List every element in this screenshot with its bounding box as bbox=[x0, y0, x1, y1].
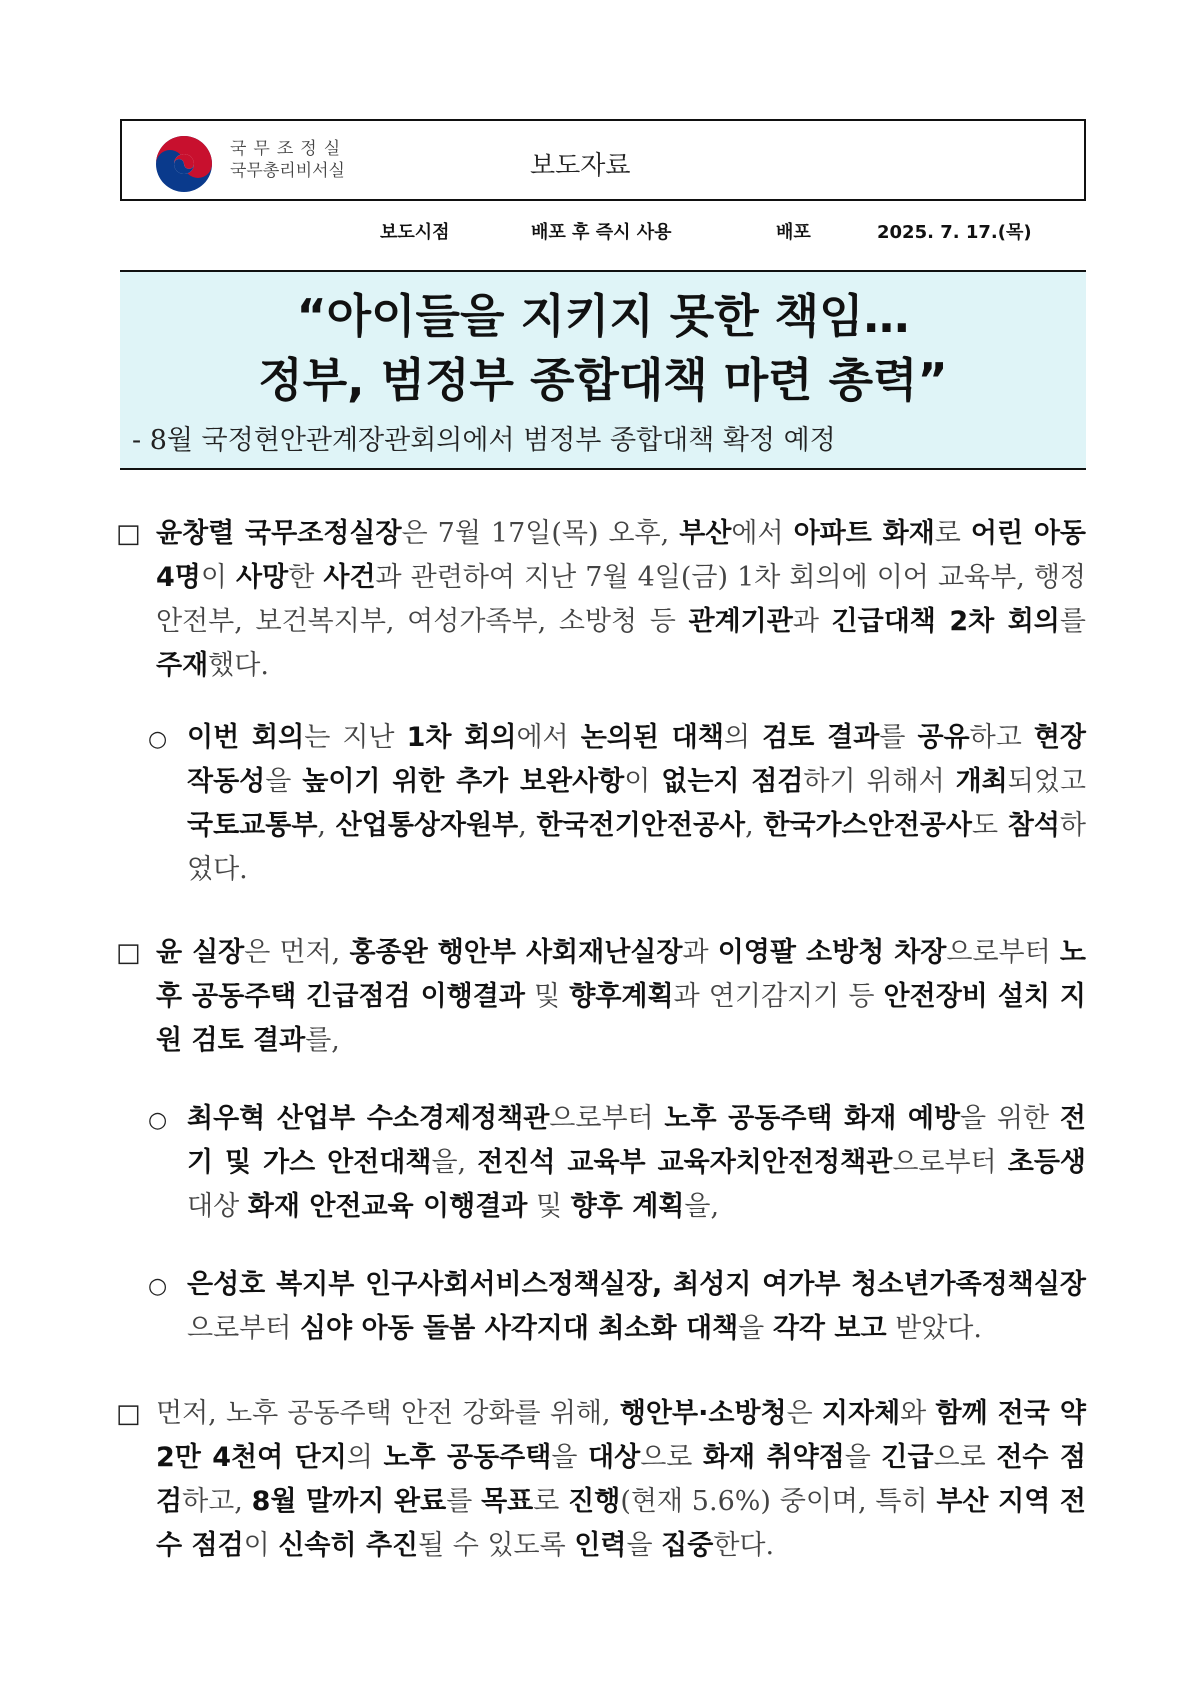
text-run: , bbox=[518, 810, 537, 841]
text-run: 의 bbox=[723, 722, 763, 753]
text-run: 에서 bbox=[516, 722, 581, 753]
text-run: 을 bbox=[738, 1313, 773, 1344]
org-name bbox=[230, 138, 347, 182]
bold-run: 아파트 화재 bbox=[793, 518, 935, 549]
bold-run: 긴급대책 2차 회의 bbox=[831, 606, 1060, 637]
bold-run: 화재 취약점 bbox=[702, 1442, 845, 1473]
square-bullet-icon: □ bbox=[116, 1399, 141, 1429]
bold-run: 높이기 위한 추가 보완사항 bbox=[302, 766, 625, 797]
text-run: 한다. bbox=[713, 1530, 775, 1561]
bold-run: 이번 회의 bbox=[187, 722, 305, 753]
bold-run: 어린 아동 4명 bbox=[156, 518, 1087, 593]
bold-run: 논의된 대책 bbox=[580, 722, 724, 753]
bold-run: 산업통상자원부 bbox=[335, 810, 519, 841]
org-name-line1: 국무조정실 bbox=[230, 139, 348, 159]
square-bullet-icon: □ bbox=[116, 519, 141, 549]
text-run: 을, bbox=[431, 1147, 478, 1178]
text-run: 으로부터 bbox=[946, 937, 1060, 968]
taegeuk-emblem-icon bbox=[152, 132, 216, 196]
document-type: 보도자료 bbox=[530, 151, 631, 181]
text-run: (현재 5.6%) 중이며, 특히 bbox=[620, 1486, 937, 1517]
bold-run: 8월 말까지 완료 bbox=[251, 1486, 447, 1517]
text-run: 하고 bbox=[969, 722, 1034, 753]
bold-run: 주재 bbox=[156, 650, 209, 681]
text-run: 로 bbox=[934, 518, 971, 549]
text-run: 을, bbox=[684, 1191, 720, 1222]
bold-run: 심야 아동 돌봄 사각지대 최소화 대책 bbox=[299, 1313, 739, 1344]
text-run: 및 bbox=[527, 1191, 571, 1222]
paragraph-3 bbox=[156, 931, 1086, 1063]
text-run: 먼저, 노후 공동주택 안전 강화를 위해, bbox=[156, 1398, 620, 1429]
text-run: 를 bbox=[1059, 606, 1086, 637]
bold-run: 참석 bbox=[1007, 810, 1060, 841]
text-run: 을 bbox=[551, 1442, 589, 1473]
bold-run: 없는지 점검 bbox=[661, 766, 804, 797]
circle-bullet-icon: ○ bbox=[148, 1108, 168, 1133]
text-run: 으로부터 bbox=[187, 1313, 300, 1344]
text-run: 에서 bbox=[731, 518, 794, 549]
bold-run: 현장 작동성 bbox=[187, 722, 1087, 797]
text-run: 되었고 bbox=[1007, 766, 1087, 797]
text-run: 대상 bbox=[187, 1191, 248, 1222]
bold-run: 목표 bbox=[481, 1486, 534, 1517]
bold-run: 인력 bbox=[574, 1530, 627, 1561]
paragraph-1 bbox=[156, 512, 1086, 688]
text-run: 의 bbox=[346, 1442, 384, 1473]
release-value: 배포 후 즉시 사용 bbox=[531, 222, 672, 243]
text-run: 를 bbox=[446, 1486, 482, 1517]
text-run: 하기 위해서 bbox=[803, 766, 956, 797]
text-run: 했다. bbox=[208, 650, 269, 681]
bold-run: 공유 bbox=[917, 722, 970, 753]
text-run: 이 bbox=[200, 562, 237, 593]
text-run: 는 지난 bbox=[304, 722, 407, 753]
paragraph-6 bbox=[156, 1392, 1086, 1568]
bold-run: 최우혁 산업부 수소경제정책관 bbox=[187, 1103, 550, 1134]
bold-run: 긴급 bbox=[881, 1442, 934, 1473]
bold-run: 화재 안전교육 이행결과 bbox=[247, 1191, 528, 1222]
text-run: 을 bbox=[265, 766, 303, 797]
bold-run: 행안부·소방청 bbox=[619, 1398, 787, 1429]
text-run: 을 bbox=[844, 1442, 882, 1473]
bold-run: 향후계획 bbox=[569, 981, 674, 1012]
bold-run: 안전장비 설치 지원 검토 결과 bbox=[156, 981, 1087, 1056]
distribution-date: 2025. 7. 17.(목) bbox=[877, 222, 1032, 243]
bold-run: 초등생 bbox=[1007, 1147, 1086, 1178]
bold-run: 개최 bbox=[955, 766, 1008, 797]
text-run: 도 bbox=[972, 810, 1008, 841]
bold-run: 함께 전국 약 2만 4천여 단지 bbox=[156, 1398, 1087, 1473]
bold-run: 노후 공동주택 bbox=[383, 1442, 552, 1473]
title-line2: 정부, 범정부 종합대책 마련 총력” bbox=[258, 353, 948, 407]
paragraph-5 bbox=[187, 1263, 1086, 1351]
text-run: 을 위한 bbox=[960, 1103, 1060, 1134]
circle-bullet-icon: ○ bbox=[148, 727, 168, 752]
bold-run: 한국전기안전공사 bbox=[536, 810, 746, 841]
bold-run: 부산 지역 전수 점검 bbox=[156, 1486, 1086, 1561]
text-run: 으로 bbox=[640, 1442, 703, 1473]
text-run: , bbox=[745, 810, 764, 841]
text-run: 으로부터 bbox=[892, 1147, 1008, 1178]
bold-run: 1차 회의 bbox=[406, 722, 517, 753]
subtitle: - 8월 국정현안관계장관회의에서 범정부 종합대책 확정 예정 bbox=[132, 425, 836, 456]
bold-run: 향후 계획 bbox=[570, 1191, 685, 1222]
bold-run: 한국가스안전공사 bbox=[763, 810, 973, 841]
bold-run: 검토 결과 bbox=[762, 722, 880, 753]
text-run: 를, bbox=[305, 1025, 340, 1056]
bold-run: 노후 공동주택 긴급점검 이행결과 bbox=[156, 937, 1086, 1012]
bold-run: 집중 bbox=[661, 1530, 714, 1561]
text-run: 은 먼저, bbox=[244, 937, 350, 968]
bold-run: 노후 공동주택 화재 예방 bbox=[664, 1103, 961, 1134]
text-run: 과 bbox=[792, 606, 832, 637]
text-run: 으로 bbox=[933, 1442, 997, 1473]
circle-bullet-icon: ○ bbox=[148, 1274, 168, 1299]
text-run: , bbox=[317, 810, 336, 841]
release-label: 보도시점 bbox=[380, 222, 450, 243]
bold-run: 홍종완 행안부 사회재난실장 bbox=[349, 937, 683, 968]
text-run: 한 bbox=[288, 562, 324, 593]
text-run: 될 수 있도록 bbox=[418, 1530, 575, 1561]
bold-run: 신속히 추진 bbox=[278, 1530, 419, 1561]
bold-run: 전수 점검 bbox=[156, 1442, 1086, 1517]
text-run: 및 bbox=[524, 981, 570, 1012]
bold-run: 관계기관 bbox=[688, 606, 793, 637]
text-run: 은 7월 17일(목) 오후, bbox=[401, 518, 680, 549]
bold-run: 은성호 복지부 인구사회서비스정책실장, 최성지 여가부 청소년가족정책실장 bbox=[187, 1269, 1086, 1300]
bold-run: 전진석 교육부 교육자치안전정책관 bbox=[477, 1147, 893, 1178]
bold-run: 윤창렬 국무조정실장 bbox=[156, 518, 402, 549]
text-run: 과 관련하여 지난 7월 4일(금) 1차 회의에 이어 교육부, 행정안전부, 보건복지부, 여성가족부, 소방청 등 bbox=[156, 562, 1087, 637]
text-run: 하고, bbox=[182, 1486, 252, 1517]
bold-run: 대상 bbox=[588, 1442, 641, 1473]
bold-run: 전기 및 가스 안전대책 bbox=[187, 1103, 1086, 1178]
text-run: 은 bbox=[786, 1398, 822, 1429]
distribution-label: 배포 bbox=[776, 222, 811, 243]
bold-run: 국토교통부 bbox=[187, 810, 318, 841]
bold-run: 각각 보고 bbox=[772, 1313, 887, 1344]
bold-run: 사건 bbox=[323, 562, 376, 593]
bold-run: 진행 bbox=[568, 1486, 621, 1517]
org-name-line2: 국무총리비서실 bbox=[230, 161, 345, 181]
text-run: 하였다. bbox=[187, 810, 1087, 885]
text-run: 을 bbox=[626, 1530, 662, 1561]
title-line1: “아이들을 지키지 못한 책임… bbox=[296, 289, 910, 343]
paragraph-4 bbox=[187, 1097, 1086, 1229]
text-run: 와 bbox=[900, 1398, 936, 1429]
text-run: 으로부터 bbox=[549, 1103, 665, 1134]
header-box bbox=[120, 119, 1086, 201]
bold-run: 이영팔 소방청 차장 bbox=[717, 937, 947, 968]
text-run: 받았다. bbox=[886, 1313, 982, 1344]
bold-run: 부산 bbox=[679, 518, 732, 549]
bold-run: 지자체 bbox=[821, 1398, 901, 1429]
paragraph-2 bbox=[187, 716, 1086, 892]
text-run: 이 bbox=[624, 766, 662, 797]
text-run: 과 연기감지기 등 bbox=[673, 981, 884, 1012]
text-run: 를 bbox=[879, 722, 918, 753]
bold-run: 윤 실장 bbox=[156, 937, 245, 968]
text-run: 과 bbox=[682, 937, 718, 968]
title-box bbox=[120, 270, 1086, 470]
text-run: 로 bbox=[533, 1486, 569, 1517]
text-run: 이 bbox=[243, 1530, 279, 1561]
bold-run: 사망 bbox=[236, 562, 289, 593]
square-bullet-icon: □ bbox=[116, 938, 141, 968]
